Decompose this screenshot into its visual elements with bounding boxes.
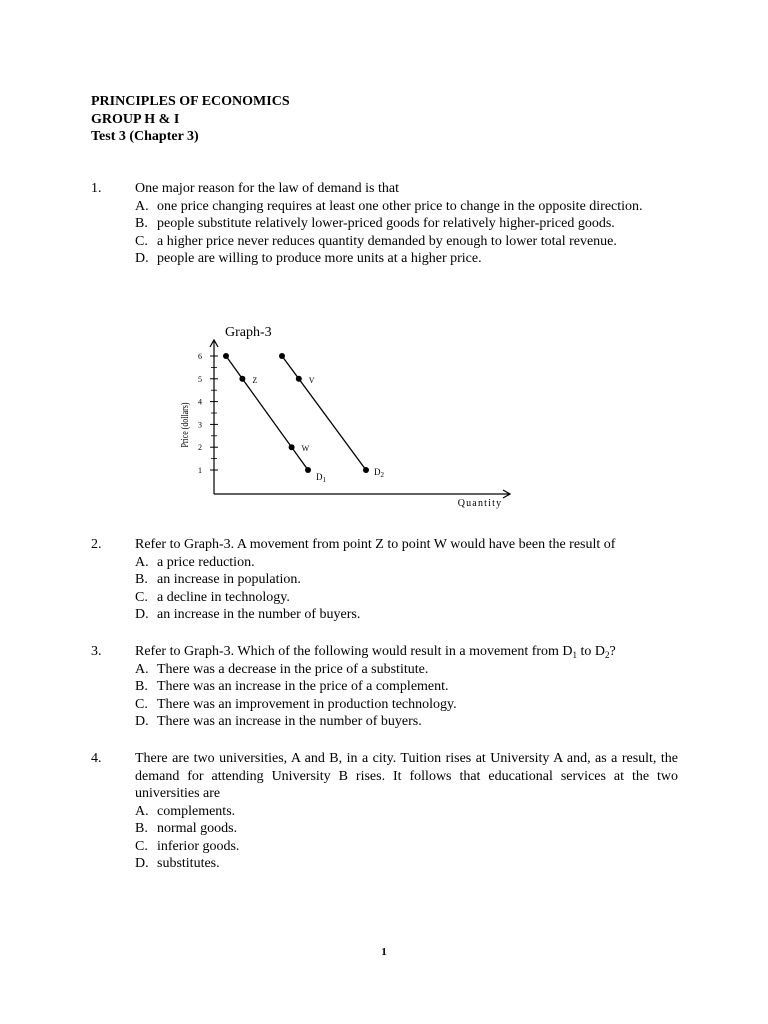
option-text: a price reduction. [157, 554, 255, 570]
x-axis-label: Quantity [457, 498, 503, 509]
y-tick-label: 5 [198, 374, 202, 384]
option-letter: B. [135, 572, 148, 587]
option-text: people substitute relatively lower-priced goods for relatively higher-priced goods. [157, 216, 615, 231]
option-letter: A. [135, 661, 149, 677]
option-d [135, 250, 678, 268]
data-point [279, 353, 285, 359]
option-a [135, 661, 678, 679]
graph-3 [170, 318, 520, 518]
demand-curve-d2 [282, 356, 366, 470]
option-c [135, 696, 678, 714]
y-tick-label: 2 [198, 443, 202, 453]
option-c [135, 589, 678, 607]
option-b [135, 820, 678, 838]
option-text: substitutes. [157, 856, 220, 871]
option-letter: D. [135, 251, 149, 266]
option-letter: D. [135, 607, 149, 622]
y-tick-label: 4 [198, 397, 202, 407]
question-number: 1. [91, 181, 102, 196]
option-text: a higher price never reduces quantity demanded by enough to lower total revenue. [157, 233, 617, 249]
question-2 [91, 536, 678, 624]
option-letter: C. [135, 233, 148, 249]
question-3 [91, 643, 678, 731]
option-letter: A. [135, 198, 149, 214]
question-number: 2. [91, 537, 102, 552]
option-letter: D. [135, 856, 149, 871]
option-d [135, 713, 678, 731]
page-number: 1 [381, 946, 387, 958]
option-d [135, 855, 678, 873]
chart-title: Graph-3 [225, 325, 272, 340]
question-number: 3. [91, 644, 102, 659]
demand-curve-d1 [226, 356, 308, 470]
option-a [135, 803, 678, 821]
document-header [91, 93, 290, 146]
question-text: Refer to Graph-3. A movement from point Z to point W would have been the result of [135, 537, 616, 552]
subscript-2: 2 [605, 650, 610, 660]
group-label: GROUP H & I [91, 111, 180, 127]
course-title: PRINCIPLES OF ECONOMICS [91, 94, 290, 109]
option-text: one price changing requires at least one other price to change in the opposite direction. [157, 198, 643, 214]
series-label-d2: $D_2$ [374, 467, 384, 479]
option-text: There was a decrease in the price of a substitute. [157, 661, 429, 677]
option-letter: C. [135, 696, 148, 712]
data-point [239, 376, 245, 382]
series-label-d1: $D_1$ [316, 472, 326, 484]
option-a [135, 198, 678, 216]
option-text: a decline in technology. [157, 589, 290, 605]
point-label-v: V [308, 375, 315, 385]
option-text: There was an improvement in production technology. [157, 696, 457, 712]
option-letter: A. [135, 554, 149, 570]
option-a [135, 554, 678, 572]
option-text: complements. [157, 803, 236, 819]
option-c [135, 233, 678, 251]
data-point [305, 467, 311, 473]
test-label: Test 3 (Chapter 3) [91, 129, 199, 144]
y-tick-label: 3 [198, 420, 202, 430]
option-text: There was an increase in the number of buyers. [157, 714, 422, 729]
y-axis-label: Price (dollars) [178, 402, 192, 448]
point-label-w: W [301, 444, 310, 454]
question-text-end: ? [609, 644, 616, 659]
data-point [223, 353, 229, 359]
option-c [135, 838, 678, 856]
point-label-z: Z [252, 375, 258, 385]
option-letter: C. [135, 589, 148, 605]
option-b [135, 571, 678, 589]
question-text: There are two universities, A and B, in a city. Tuition rises at University A and, as a result, the demand for attending University B rises. It follows that educational services at the two universities are [135, 751, 678, 801]
question-1 [91, 180, 678, 268]
option-text: an increase in population. [157, 572, 301, 587]
data-point [363, 467, 369, 473]
data-point [296, 376, 302, 382]
question-4 [91, 750, 678, 873]
option-b [135, 215, 678, 233]
question-number: 4. [91, 751, 102, 766]
question-text-mid: to D [577, 644, 606, 659]
option-letter: D. [135, 714, 149, 729]
y-tick-label: 6 [198, 352, 202, 361]
option-letter: B. [135, 821, 148, 836]
question-text-main: Refer to Graph-3. Which of the following would result in a movement from D [135, 644, 573, 659]
option-letter: B. [135, 216, 148, 231]
data-point [289, 444, 295, 450]
option-letter: B. [135, 679, 148, 694]
demand-chart [170, 318, 520, 518]
option-text: people are willing to produce more units at a higher price. [157, 251, 482, 266]
subscript-1: 1 [572, 650, 578, 660]
y-tick-label: 1 [198, 466, 202, 475]
option-text: normal goods. [157, 821, 238, 836]
option-letter: C. [135, 838, 148, 854]
option-text: There was an increase in the price of a complement. [157, 679, 449, 694]
question-text [135, 643, 678, 661]
option-text: inferior goods. [157, 838, 240, 854]
option-letter: A. [135, 803, 149, 819]
option-d [135, 606, 678, 624]
option-text: an increase in the number of buyers. [157, 607, 361, 622]
question-text: One major reason for the law of demand is that [135, 181, 399, 196]
option-b [135, 678, 678, 696]
